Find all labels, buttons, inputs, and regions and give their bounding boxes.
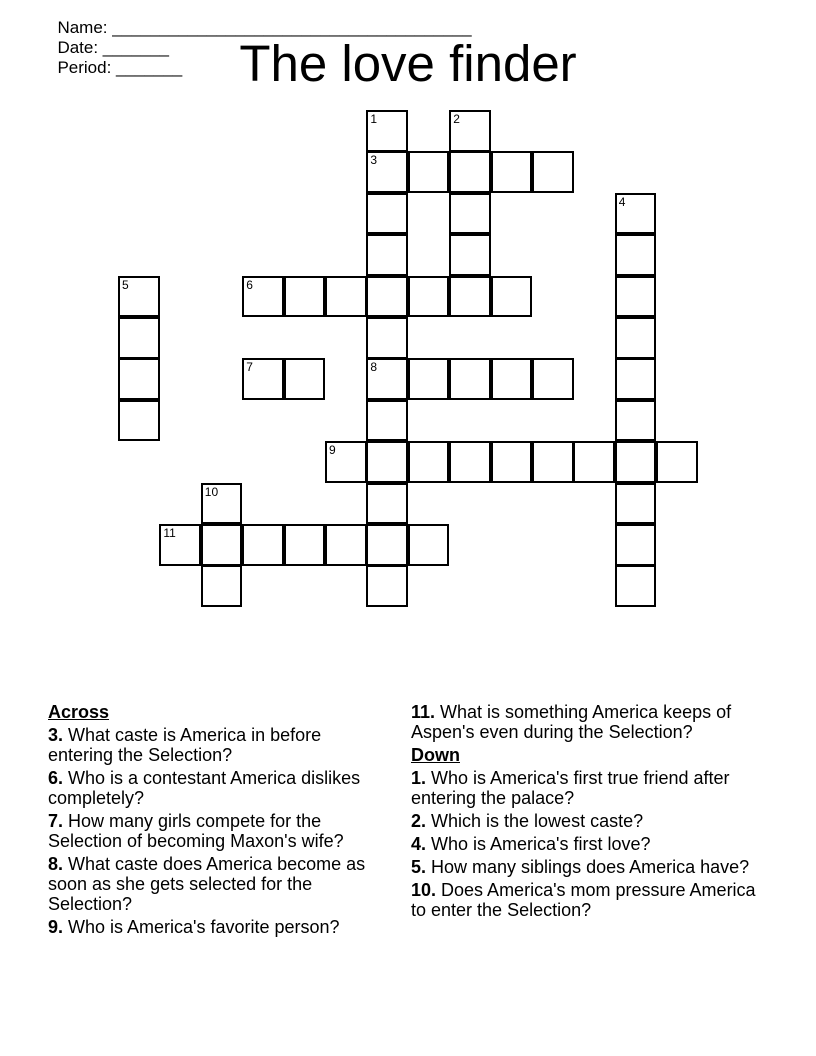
grid-cell[interactable] bbox=[366, 151, 408, 193]
grid-cell[interactable] bbox=[159, 524, 201, 566]
grid-cell[interactable] bbox=[491, 151, 533, 193]
clue-number: 6 bbox=[246, 277, 253, 292]
grid-cell[interactable] bbox=[408, 358, 450, 400]
grid-cell[interactable] bbox=[366, 565, 408, 607]
grid-cell[interactable] bbox=[532, 358, 574, 400]
clue-number: 5 bbox=[122, 277, 129, 292]
grid-cell[interactable] bbox=[615, 276, 657, 318]
grid-cell[interactable] bbox=[615, 234, 657, 276]
grid-cell[interactable] bbox=[615, 565, 657, 607]
grid-cell[interactable] bbox=[615, 483, 657, 525]
grid-cell[interactable] bbox=[615, 441, 657, 483]
across-clue-8: 8. What caste does America become as soon as she gets selected for the Selection? bbox=[48, 854, 366, 914]
grid-cell[interactable] bbox=[118, 400, 160, 442]
grid-cell[interactable] bbox=[118, 358, 160, 400]
grid-cell[interactable] bbox=[284, 524, 326, 566]
grid-cell[interactable] bbox=[532, 151, 574, 193]
clue-number: 2 bbox=[453, 112, 460, 126]
clue-number: 10 bbox=[204, 484, 219, 499]
name-field[interactable]: Name: ______________________________________ bbox=[57, 18, 472, 37]
grid-cell[interactable] bbox=[366, 317, 408, 359]
clues-left-column bbox=[48, 702, 388, 940]
grid-cell[interactable] bbox=[201, 565, 243, 607]
grid-cell[interactable] bbox=[366, 276, 408, 318]
grid-cell[interactable] bbox=[615, 317, 657, 359]
grid-cell[interactable] bbox=[408, 276, 450, 318]
grid-cell[interactable] bbox=[366, 234, 408, 276]
grid-cell[interactable] bbox=[284, 358, 326, 400]
grid-cell[interactable] bbox=[366, 110, 408, 152]
across-clue-6: 6. Who is a contestant America dislikes completely? bbox=[48, 768, 361, 808]
grid-cell[interactable] bbox=[408, 151, 450, 193]
down-clue-5: 5. How many siblings does America have? bbox=[411, 857, 750, 877]
grid-cell[interactable] bbox=[656, 441, 698, 483]
down-clue-2: 2. Which is the lowest caste? bbox=[411, 811, 644, 831]
grid-cell[interactable] bbox=[449, 276, 491, 318]
grid-cell[interactable] bbox=[615, 193, 657, 235]
grid-cell[interactable] bbox=[366, 193, 408, 235]
across-clue-3: 3. What caste is America in before entering the Selection? bbox=[48, 725, 322, 765]
clue-number: 8 bbox=[370, 360, 378, 375]
grid-cell[interactable] bbox=[449, 193, 491, 235]
down-heading: Down bbox=[411, 745, 460, 765]
down-clue-10: 10. Does America's mom pressure America to enter the Selection? bbox=[411, 880, 756, 920]
down-clue-4: 4. Who is America's first love? bbox=[411, 834, 651, 854]
across-clue-7: 7. How many girls compete for the Selection of becoming Maxon's wife? bbox=[48, 811, 344, 851]
grid-cell[interactable] bbox=[284, 276, 326, 318]
grid-cell[interactable] bbox=[366, 358, 408, 400]
across-clue-11: 11. What is something America keeps of Aspen's even during the Selection? bbox=[411, 702, 732, 742]
clue-number: 3 bbox=[370, 153, 378, 168]
period-field[interactable]: Period: _______ bbox=[57, 58, 183, 77]
grid-cell[interactable] bbox=[449, 234, 491, 276]
grid-cell[interactable] bbox=[449, 151, 491, 193]
grid-cell[interactable] bbox=[325, 441, 367, 483]
grid-cell[interactable] bbox=[118, 276, 160, 318]
grid-cell[interactable] bbox=[201, 483, 243, 525]
grid-cell[interactable] bbox=[366, 524, 408, 566]
clue-number: 7 bbox=[246, 360, 253, 375]
grid-cell[interactable] bbox=[615, 400, 657, 442]
grid-cell[interactable] bbox=[491, 276, 533, 318]
clues-right-column bbox=[411, 702, 761, 923]
grid-cell[interactable] bbox=[325, 524, 367, 566]
across-clue-9: 9. Who is America's favorite person? bbox=[48, 917, 340, 937]
grid-cell[interactable] bbox=[449, 441, 491, 483]
date-field[interactable]: Date: _______ bbox=[57, 38, 169, 57]
grid-cell[interactable] bbox=[201, 524, 243, 566]
clue-number: 4 bbox=[618, 194, 626, 209]
grid-cell[interactable] bbox=[408, 441, 450, 483]
grid-cell[interactable] bbox=[366, 400, 408, 442]
clue-number: 1 bbox=[370, 112, 378, 126]
grid-cell[interactable] bbox=[366, 441, 408, 483]
grid-cell[interactable] bbox=[449, 110, 491, 152]
grid-cell[interactable] bbox=[615, 524, 657, 566]
grid-cell[interactable] bbox=[449, 358, 491, 400]
grid-cell[interactable] bbox=[573, 441, 615, 483]
grid-cell[interactable] bbox=[366, 483, 408, 525]
page-title: The love finder bbox=[239, 35, 577, 92]
grid-cell[interactable] bbox=[532, 441, 574, 483]
grid-cell[interactable] bbox=[242, 358, 284, 400]
grid-cell[interactable] bbox=[242, 524, 284, 566]
clue-number: 9 bbox=[329, 443, 336, 458]
grid-cell[interactable] bbox=[118, 317, 160, 359]
down-clue-1: 1. Who is America's first true friend after entering the palace? bbox=[411, 768, 730, 808]
grid-cell[interactable] bbox=[491, 441, 533, 483]
grid-cell[interactable] bbox=[491, 358, 533, 400]
clue-number: 11 bbox=[163, 526, 176, 540]
grid-cell[interactable] bbox=[408, 524, 450, 566]
grid-cell[interactable] bbox=[615, 358, 657, 400]
grid-cell[interactable] bbox=[242, 276, 284, 318]
grid-cell[interactable] bbox=[325, 276, 367, 318]
across-heading: Across bbox=[48, 702, 110, 722]
